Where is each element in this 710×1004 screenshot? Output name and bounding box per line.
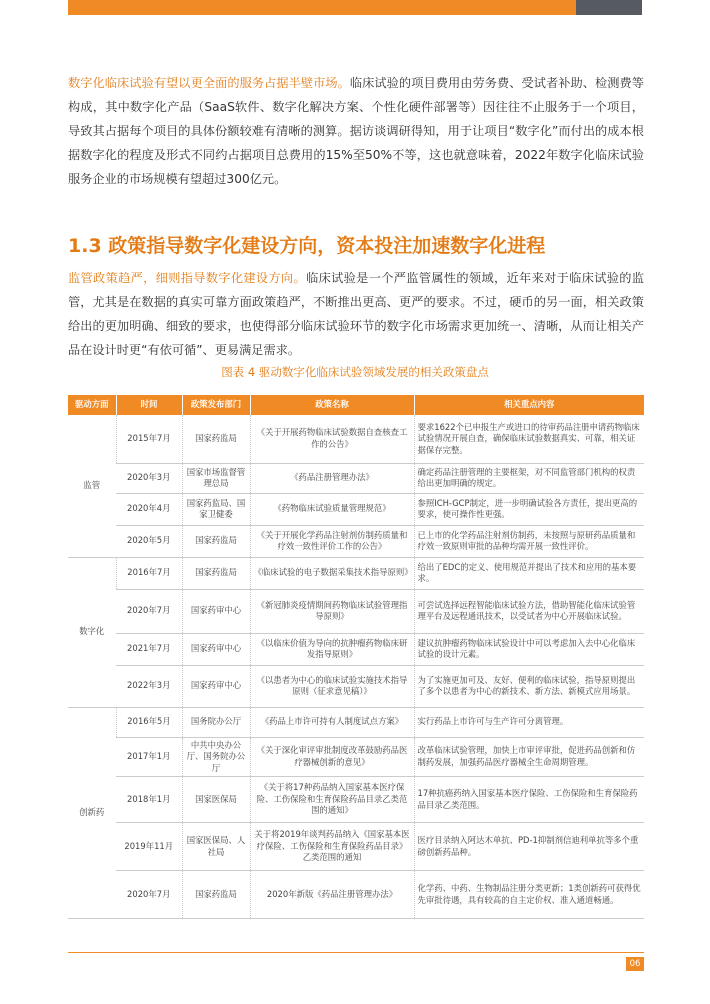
header-dark-bar [576, 0, 642, 15]
policy-name-cell: 《新冠肺炎疫情期间药物临床试验管理指导原则》 [250, 589, 414, 633]
table-row [68, 665, 644, 707]
table-row [68, 557, 644, 589]
header-accent-bar [68, 0, 576, 15]
dept-cell: 国家药审中心 [182, 589, 250, 633]
content-cell: 要求1622个已申报生产或进口的待审药品注册申请药物临床试验情况开展自查，确保临床试验数据真实、可靠，相关证据保存完整。 [414, 415, 644, 463]
intro-body: 临床试验的项目费用由劳务费、受试者补助、检测费等构成，其中数字化产品（SaaS软件、数字化解决方案、个性化硬件部署等）因往往不止服务于一个项目，导致其占据每个项目的具体份额较难有清晰的测算。据访谈调研得知，用于让项目“数字化”而付出的成本根据数字化的程度及形式不同约占据项目总费用的15%至50%不等，这也就意味着，2022年数字化临床试验服务企业的市场规模有望超过300亿元。 [68, 76, 644, 186]
content-cell: 给出了EDC的定义、使用规范并提出了技术和应用的基本要求。 [414, 557, 644, 589]
date-cell: 2020年4月 [116, 493, 182, 525]
header-dept: 政策发布部门 [182, 395, 250, 415]
dept-cell: 国家药监局 [182, 525, 250, 557]
date-cell: 2015年7月 [116, 415, 182, 463]
table-row [68, 871, 644, 919]
content-cell: 可尝试选择远程智能临床试验方法，借助智能化临床试验管理平台及远程通讯技术，以受试者为中心开展临床试验。 [414, 589, 644, 633]
aspect-cell: 监管 [68, 415, 116, 557]
table-header-row [68, 395, 644, 415]
dept-cell: 国家医保局 [182, 777, 250, 823]
dept-cell: 国家药监局、国家卫健委 [182, 493, 250, 525]
header-aspect: 驱动方面 [68, 395, 116, 415]
date-cell: 2017年1月 [116, 737, 182, 777]
table-row [68, 589, 644, 633]
policy-name-cell: 《关于深化审评审批制度改革鼓励药品医疗器械创新的意见》 [250, 737, 414, 777]
policy-name-cell: 《药品注册管理办法》 [250, 463, 414, 493]
content-cell: 参照ICH-GCP制定，进一步明确试验各方责任，提出更高的要求，使可操作性更强。 [414, 493, 644, 525]
content-cell: 17种抗癌药纳入国家基本医疗保险、工伤保险和生育保险药品目录乙类范围。 [414, 777, 644, 823]
dept-cell: 国家医保局、人社局 [182, 823, 250, 871]
policy-paragraph [68, 266, 644, 362]
date-cell: 2016年5月 [116, 707, 182, 737]
page-number: 06 [626, 957, 644, 971]
table-row [68, 707, 644, 737]
section-heading: 1.3 政策指导数字化建设方向，资本投注加速数字化进程 [68, 235, 546, 257]
dept-cell: 国家药审中心 [182, 633, 250, 665]
content-cell: 改革临床试验管理，加快上市审评审批，促进药品创新和仿制药发展，加强药品医疗器械全生命周期管理。 [414, 737, 644, 777]
header-policy-name: 政策名称 [250, 395, 414, 415]
footer-rule [68, 952, 644, 953]
table-row [68, 525, 644, 557]
date-cell: 2020年3月 [116, 463, 182, 493]
dept-cell: 国务院办公厅 [182, 707, 250, 737]
header-date: 时间 [116, 395, 182, 415]
intro-highlight: 数字化临床试验有望以更全面的服务占据半壁市场。 [68, 76, 350, 90]
table-row [68, 737, 644, 777]
table-row [68, 777, 644, 823]
aspect-cell: 数字化 [68, 557, 116, 707]
content-cell: 实行药品上市许可与生产许可分离管理。 [414, 707, 644, 737]
date-cell: 2020年7月 [116, 589, 182, 633]
dept-cell: 国家药监局 [182, 415, 250, 463]
policy-highlight: 监管政策趋严，细则指导数字化建设方向。 [68, 271, 307, 285]
table-row [68, 463, 644, 493]
policy-name-cell: 《以临床价值为导向的抗肿瘤药物临床研发指导原则》 [250, 633, 414, 665]
table-row [68, 415, 644, 463]
policy-table [68, 395, 644, 919]
policy-name-cell: 关于将2019年谈判药品纳入《国家基本医疗保险、工伤保险和生育保险药品目录》乙类范围的通知 [250, 823, 414, 871]
date-cell: 2021年7月 [116, 633, 182, 665]
policy-name-cell: 《关于将17种药品纳入国家基本医疗保险、工伤保险和生育保险药品目录乙类范围的通知》 [250, 777, 414, 823]
date-cell: 2018年1月 [116, 777, 182, 823]
dept-cell: 国家药监局 [182, 871, 250, 919]
dept-cell: 国家市场监督管理总局 [182, 463, 250, 493]
dept-cell: 中共中央办公厅、国务院办公厅 [182, 737, 250, 777]
header-key-content: 相关重点内容 [414, 395, 644, 415]
content-cell: 建议抗肿瘤药物临床试验设计中可以考虑加入去中心化临床试验的设计元素。 [414, 633, 644, 665]
intro-paragraph [68, 71, 644, 191]
content-cell: 已上市的化学药品注射剂仿制药，未按照与原研药品质量和疗效一致原则审批的品种均需开展一致性评价。 [414, 525, 644, 557]
policy-name-cell: 《临床试验的电子数据采集技术指导原则》 [250, 557, 414, 589]
policy-name-cell: 《关于开展药物临床试验数据自查核查工作的公告》 [250, 415, 414, 463]
content-cell: 医疗目录纳入阿达木单抗、PD-1抑制剂信迪利单抗等多个重磅创新药品种。 [414, 823, 644, 871]
table-row [68, 493, 644, 525]
table-row [68, 823, 644, 871]
aspect-cell: 创新药 [68, 707, 116, 919]
dept-cell: 国家药监局 [182, 557, 250, 589]
content-cell: 确定药品注册管理的主要框架，对不同监管部门机构的权责给出更加明确的规定。 [414, 463, 644, 493]
dept-cell: 国家药审中心 [182, 665, 250, 707]
policy-name-cell: 《药品上市许可持有人制度试点方案》 [250, 707, 414, 737]
content-cell: 化学药、中药、生物制品注册分类更新；1类创新药可获得优先审批待遇，具有较高的自主定价权、准入通道畅通。 [414, 871, 644, 919]
date-cell: 2020年5月 [116, 525, 182, 557]
date-cell: 2016年7月 [116, 557, 182, 589]
policy-name-cell: 《关于开展化学药品注射剂仿制药质量和疗效一致性评价工作的公告》 [250, 525, 414, 557]
date-cell: 2019年11月 [116, 823, 182, 871]
policy-body: 临床试验是一个严监管属性的领域，近年来对于临床试验的监管，尤其是在数据的真实可靠方面政策趋严，不断推出更高、更严的要求。不过，硬币的另一面，相关政策给出的更加明确、细致的要求，也使得部分临床试验环节的数字化市场需求更加统一、清晰，从而让相关产品在设计时更“有依可循”、更易满足需求。 [68, 271, 645, 357]
policy-name-cell: 《药物临床试验质量管理规范》 [250, 493, 414, 525]
policy-name-cell: 2020年新版《药品注册管理办法》 [250, 871, 414, 919]
content-cell: 为了实施更加可及、友好、便利的临床试验，指导原则提出了多个以患者为中心的新技术、新方法、新模式应用场景。 [414, 665, 644, 707]
table-row [68, 633, 644, 665]
date-cell: 2020年7月 [116, 871, 182, 919]
date-cell: 2022年3月 [116, 665, 182, 707]
table-caption: 图表 4 驱动数字化临床试验领域发展的相关政策盘点 [221, 365, 489, 379]
policy-name-cell: 《以患者为中心的临床试验实施技术指导原则（征求意见稿）》 [250, 665, 414, 707]
